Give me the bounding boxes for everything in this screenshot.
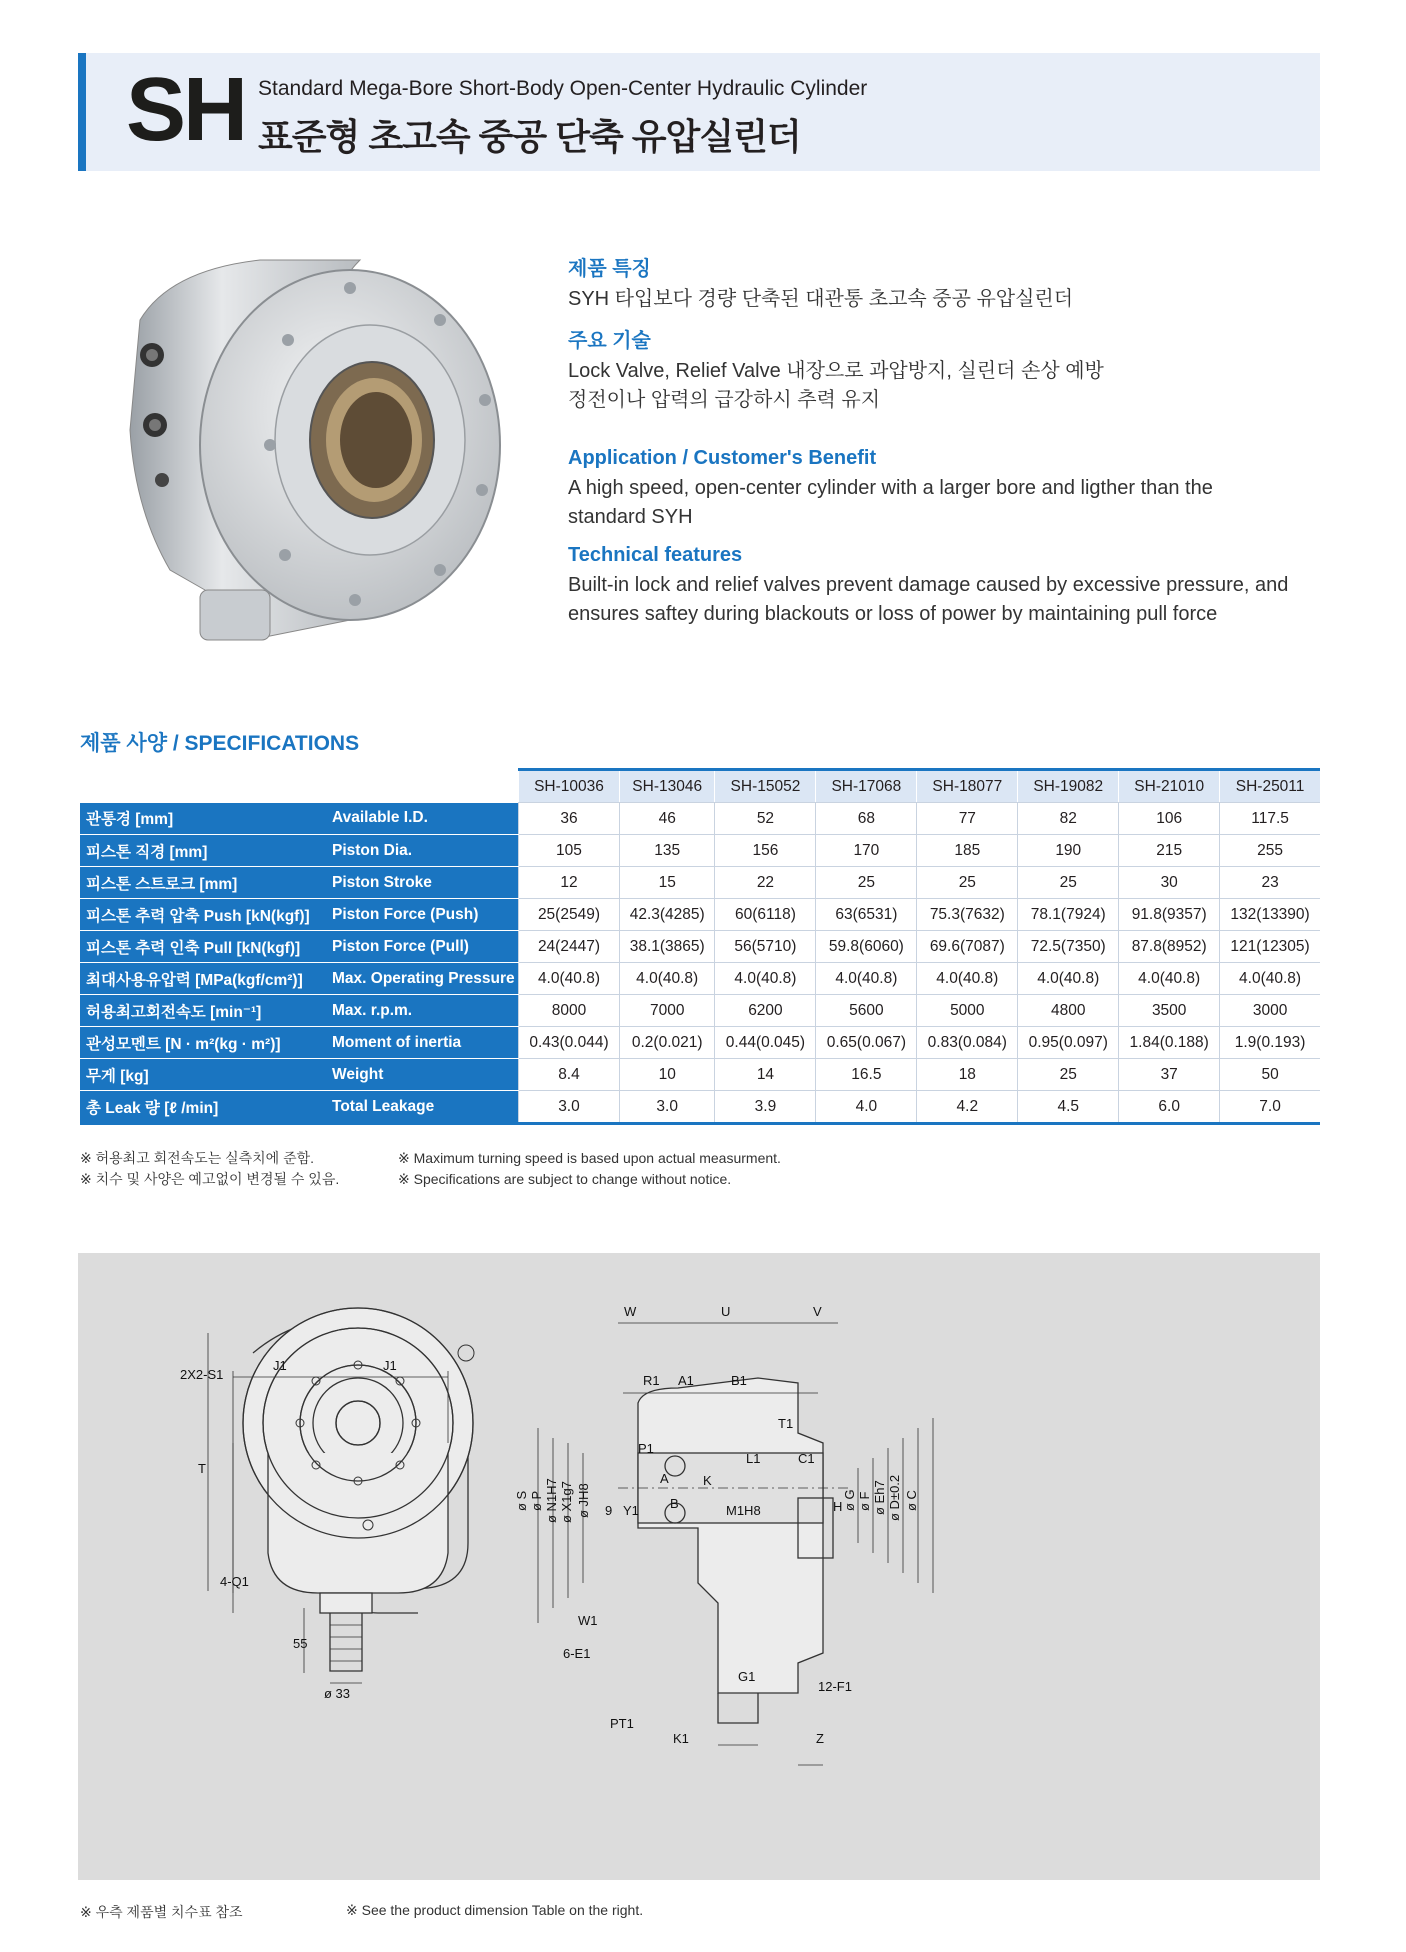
- row-label-en: Weight: [328, 1059, 519, 1091]
- table-cell: 7.0: [1220, 1091, 1320, 1124]
- dim-w: W: [624, 1304, 637, 1319]
- title-korean: 표준형 초고속 중공 단축 유압실린더: [258, 116, 801, 157]
- table-cell: 59.8(6060): [816, 931, 917, 963]
- table-row: [80, 1059, 1320, 1091]
- row-label-en: Total Leakage: [328, 1091, 519, 1124]
- footer-note-ko: ※ 우측 제품별 치수표 참조: [80, 1904, 243, 1920]
- table-cell: 42.3(4285): [619, 899, 715, 931]
- table-row: [80, 803, 1320, 835]
- table-cell: 16.5: [816, 1059, 917, 1091]
- dim-dc: ø C: [904, 1490, 919, 1511]
- table-cell: 0.95(0.097): [1018, 1027, 1119, 1059]
- table-cell: 87.8(8952): [1119, 931, 1220, 963]
- table-header-row: [80, 770, 1320, 803]
- table-row: [80, 835, 1320, 867]
- row-label-ko: 무게 [kg]: [80, 1059, 328, 1091]
- table-cell: 4.0(40.8): [816, 963, 917, 995]
- table-cell: 75.3(7632): [917, 899, 1018, 931]
- dim-c1: C1: [798, 1451, 815, 1466]
- table-cell: 38.1(3865): [619, 931, 715, 963]
- row-label-en: Piston Force (Push): [328, 899, 519, 931]
- table-cell: 3.0: [619, 1091, 715, 1124]
- feature-block-ko: [568, 252, 1328, 415]
- label-b: B: [670, 1496, 679, 1511]
- table-cell: 4.0(40.8): [917, 963, 1018, 995]
- dim-a1: A1: [678, 1373, 694, 1388]
- accent-bar: [78, 53, 86, 171]
- technical-drawing-panel: [78, 1253, 1320, 1880]
- technical-drawing: [78, 1253, 1320, 1880]
- technical-line1: Built-in lock and relief valves prevent damage caused by excessive pressure, and: [568, 574, 1289, 596]
- dim-dd: ø D±0.2: [887, 1474, 902, 1521]
- label-k: K: [703, 1473, 712, 1488]
- table-cell: 5000: [917, 995, 1018, 1027]
- row-label-ko: 최대사용유압력 [MPa(kgf/cm²)]: [80, 963, 328, 995]
- table-cell: 0.2(0.021): [619, 1027, 715, 1059]
- tech-heading-ko: 주요 기술: [568, 330, 651, 352]
- table-cell: 3500: [1119, 995, 1220, 1027]
- row-label-en: Moment of inertia: [328, 1027, 519, 1059]
- table-cell: 72.5(7350): [1018, 931, 1119, 963]
- table-cell: 255: [1220, 835, 1320, 867]
- table-cell: 4.0: [816, 1091, 917, 1124]
- table-cell: 132(13390): [1220, 899, 1320, 931]
- model-column-header: SH-10036: [519, 770, 620, 803]
- table-cell: 3000: [1220, 995, 1320, 1027]
- table-cell: 24(2447): [519, 931, 620, 963]
- row-label-en: Piston Dia.: [328, 835, 519, 867]
- dim-j1-right: J1: [383, 1358, 397, 1373]
- table-cell: 0.44(0.045): [715, 1027, 816, 1059]
- table-cell: 0.43(0.044): [519, 1027, 620, 1059]
- application-heading: Application / Customer's Benefit: [568, 447, 877, 469]
- specifications-table: [80, 768, 1320, 1125]
- table-cell: 3.0: [519, 1091, 620, 1124]
- label-a: A: [660, 1471, 669, 1486]
- table-cell: 4.0(40.8): [1119, 963, 1220, 995]
- table-cell: 12: [519, 867, 620, 899]
- table-cell: 4.0(40.8): [619, 963, 715, 995]
- table-cell: 91.8(9357): [1119, 899, 1220, 931]
- specifications-title: 제품 사양 / SPECIFICATIONS: [80, 732, 360, 755]
- table-cell: 4.0(40.8): [519, 963, 620, 995]
- row-label-ko: 허용최고회전속도 [min⁻¹]: [80, 995, 328, 1027]
- table-cell: 4.5: [1018, 1091, 1119, 1124]
- header-banner: [78, 53, 1320, 171]
- front-view: [208, 1308, 474, 1683]
- model-column-header: SH-17068: [816, 770, 917, 803]
- table-cell: 25(2549): [519, 899, 620, 931]
- table-cell: 4.2: [917, 1091, 1018, 1124]
- note-ko-2: ※ 치수 및 사양은 예고없이 변경될 수 있음.: [80, 1171, 340, 1187]
- table-cell: 25: [1018, 1059, 1119, 1091]
- notes-ko: [80, 1148, 339, 1190]
- table-cell: 68: [816, 803, 917, 835]
- table-row: [80, 995, 1320, 1027]
- note-ko-1: ※ 허용최고 회전속도는 실측치에 준함.: [80, 1150, 315, 1166]
- dim-55: 55: [293, 1636, 308, 1651]
- table-cell: 78.1(7924): [1018, 899, 1119, 931]
- table-cell: 4.0(40.8): [1220, 963, 1320, 995]
- model-column-header: SH-21010: [1119, 770, 1220, 803]
- table-cell: 190: [1018, 835, 1119, 867]
- tech-line1-ko: Lock Valve, Relief Valve 내장으로 과압방지, 실린더 손상 예방: [568, 360, 1104, 382]
- dim-t: T: [198, 1461, 206, 1476]
- dim-z: Z: [816, 1731, 824, 1746]
- table-cell: 22: [715, 867, 816, 899]
- table-cell: 23: [1220, 867, 1320, 899]
- table-cell: 121(12305): [1220, 931, 1320, 963]
- tech-line2-ko: 정전이나 압력의 급강하시 추력 유지: [568, 389, 881, 411]
- application-line1: A high speed, open-center cylinder with a larger bore and ligther than the: [568, 477, 1213, 499]
- table-cell: 3.9: [715, 1091, 816, 1124]
- table-cell: 25: [917, 867, 1018, 899]
- dim-pt1: PT1: [610, 1716, 634, 1731]
- table-row: [80, 1091, 1320, 1124]
- dim-q1: 4-Q1: [220, 1574, 249, 1589]
- label-m: M1H8: [726, 1503, 761, 1518]
- dim-dj: ø JH8: [576, 1483, 591, 1518]
- table-cell: 15: [619, 867, 715, 899]
- row-label-ko: 피스톤 추력 압축 Push [kN(kgf)]: [80, 899, 328, 931]
- table-cell: 25: [1018, 867, 1119, 899]
- dim-ds: ø S: [514, 1490, 529, 1511]
- footer-note-en: ※ See the product dimension Table on the right.: [346, 1902, 644, 1918]
- table-cell: 63(6531): [816, 899, 917, 931]
- model-column-header: SH-25011: [1220, 770, 1320, 803]
- table-row: [80, 899, 1320, 931]
- dim-dg: ø G: [842, 1489, 857, 1511]
- table-cell: 36: [519, 803, 620, 835]
- table-cell: 105: [519, 835, 620, 867]
- table-cell: 106: [1119, 803, 1220, 835]
- table-cell: 82: [1018, 803, 1119, 835]
- row-label-en: Available I.D.: [328, 803, 519, 835]
- table-cell: 30: [1119, 867, 1220, 899]
- model-column-header: SH-15052: [715, 770, 816, 803]
- table-row: [80, 867, 1320, 899]
- feature-block-en: [568, 447, 1328, 629]
- table-cell: 8.4: [519, 1059, 620, 1091]
- dim-s1: 2X2-S1: [180, 1367, 224, 1382]
- table-cell: 170: [816, 835, 917, 867]
- row-label-ko: 피스톤 스트로크 [mm]: [80, 867, 328, 899]
- table-cell: 4800: [1018, 995, 1119, 1027]
- table-cell: 0.83(0.084): [917, 1027, 1018, 1059]
- table-cell: 4.0(40.8): [715, 963, 816, 995]
- note-en-1: ※ Maximum turning speed is based upon actual measurment.: [398, 1150, 781, 1166]
- row-label-en: Max. r.p.m.: [328, 995, 519, 1027]
- dim-df: ø F: [857, 1491, 872, 1511]
- dim-r1: R1: [643, 1373, 660, 1388]
- application-line2: standard SYH: [568, 506, 693, 528]
- row-label-en: Piston Force (Pull): [328, 931, 519, 963]
- dim-j1-left: J1: [273, 1358, 287, 1373]
- dim-dn: ø N1H7: [544, 1478, 559, 1523]
- table-cell: 56(5710): [715, 931, 816, 963]
- table-cell: 8000: [519, 995, 620, 1027]
- model-code: SH: [126, 60, 246, 160]
- table-cell: 52: [715, 803, 816, 835]
- dim-t1: T1: [778, 1416, 794, 1431]
- table-row: [80, 1027, 1320, 1059]
- table-cell: 77: [917, 803, 1018, 835]
- table-cell: 7000: [619, 995, 715, 1027]
- table-cell: 69.6(7087): [917, 931, 1018, 963]
- side-view: [538, 1323, 933, 1765]
- row-label-ko: 관성모멘트 [N · m²(kg · m²)]: [80, 1027, 328, 1059]
- table-row: [80, 931, 1320, 963]
- row-label-ko: 총 Leak 량 [ℓ /min]: [80, 1091, 328, 1124]
- row-label-en: Max. Operating Pressure: [328, 963, 519, 995]
- row-label-ko: 피스톤 직경 [mm]: [80, 835, 328, 867]
- table-cell: 135: [619, 835, 715, 867]
- table-cell: 117.5: [1220, 803, 1320, 835]
- product-photo: [110, 250, 510, 645]
- dim-y1: Y1: [623, 1503, 639, 1518]
- dim-h: H: [833, 1499, 843, 1514]
- table-cell: 18: [917, 1059, 1018, 1091]
- table-cell: 185: [917, 835, 1018, 867]
- model-column-header: SH-13046: [619, 770, 715, 803]
- table-cell: 1.84(0.188): [1119, 1027, 1220, 1059]
- table-cell: 37: [1119, 1059, 1220, 1091]
- notes-en: [398, 1148, 781, 1190]
- dim-v: V: [813, 1304, 822, 1319]
- header-blank: [80, 770, 519, 803]
- dim-dx: ø X1g7: [559, 1481, 574, 1523]
- dim-l1: L1: [746, 1451, 761, 1466]
- dim-k1: K1: [673, 1731, 689, 1746]
- feature-heading-ko: 제품 특징: [568, 258, 651, 280]
- table-cell: 14: [715, 1059, 816, 1091]
- dim-b1: B1: [731, 1373, 747, 1388]
- table-cell: 60(6118): [715, 899, 816, 931]
- dim-e1: 6-E1: [563, 1646, 591, 1661]
- dim-u: U: [721, 1304, 731, 1319]
- feature-text-ko: SYH 타입보다 경량 단축된 대관통 초고속 중공 유압실린더: [568, 288, 1074, 310]
- table-cell: 50: [1220, 1059, 1320, 1091]
- model-column-header: SH-19082: [1018, 770, 1119, 803]
- note-en-2: ※ Specifications are subject to change without notice.: [398, 1171, 732, 1187]
- model-column-header: SH-18077: [917, 770, 1018, 803]
- table-cell: 10: [619, 1059, 715, 1091]
- dim-33: ø 33: [324, 1686, 351, 1701]
- table-cell: 4.0(40.8): [1018, 963, 1119, 995]
- table-cell: 6200: [715, 995, 816, 1027]
- dim-p1: P1: [638, 1441, 654, 1456]
- row-label-ko: 피스톤 추력 인축 Pull [kN(kgf)]: [80, 931, 328, 963]
- dim-f1: 12-F1: [818, 1679, 852, 1694]
- table-cell: 156: [715, 835, 816, 867]
- table-cell: 215: [1119, 835, 1220, 867]
- table-row: [80, 963, 1320, 995]
- table-cell: 46: [619, 803, 715, 835]
- technical-line2: ensures saftey during blackouts or loss of power by maintaining pull force: [568, 603, 1218, 625]
- row-label-ko: 관통경 [mm]: [80, 803, 328, 835]
- dim-dp: ø P: [529, 1490, 544, 1511]
- title-english: Standard Mega-Bore Short-Body Open-Center Hydraulic Cylinder: [258, 77, 868, 100]
- dim-w1: W1: [578, 1613, 598, 1628]
- table-cell: 25: [816, 867, 917, 899]
- table-cell: 1.9(0.193): [1220, 1027, 1320, 1059]
- table-cell: 6.0: [1119, 1091, 1220, 1124]
- dim-de: ø Eh7: [872, 1480, 887, 1515]
- dim-9: 9: [605, 1503, 613, 1518]
- technical-heading: Technical features: [568, 544, 743, 566]
- dim-g1: G1: [738, 1669, 756, 1684]
- table-cell: 5600: [816, 995, 917, 1027]
- table-body: [80, 803, 1320, 1124]
- table-cell: 0.65(0.067): [816, 1027, 917, 1059]
- row-label-en: Piston Stroke: [328, 867, 519, 899]
